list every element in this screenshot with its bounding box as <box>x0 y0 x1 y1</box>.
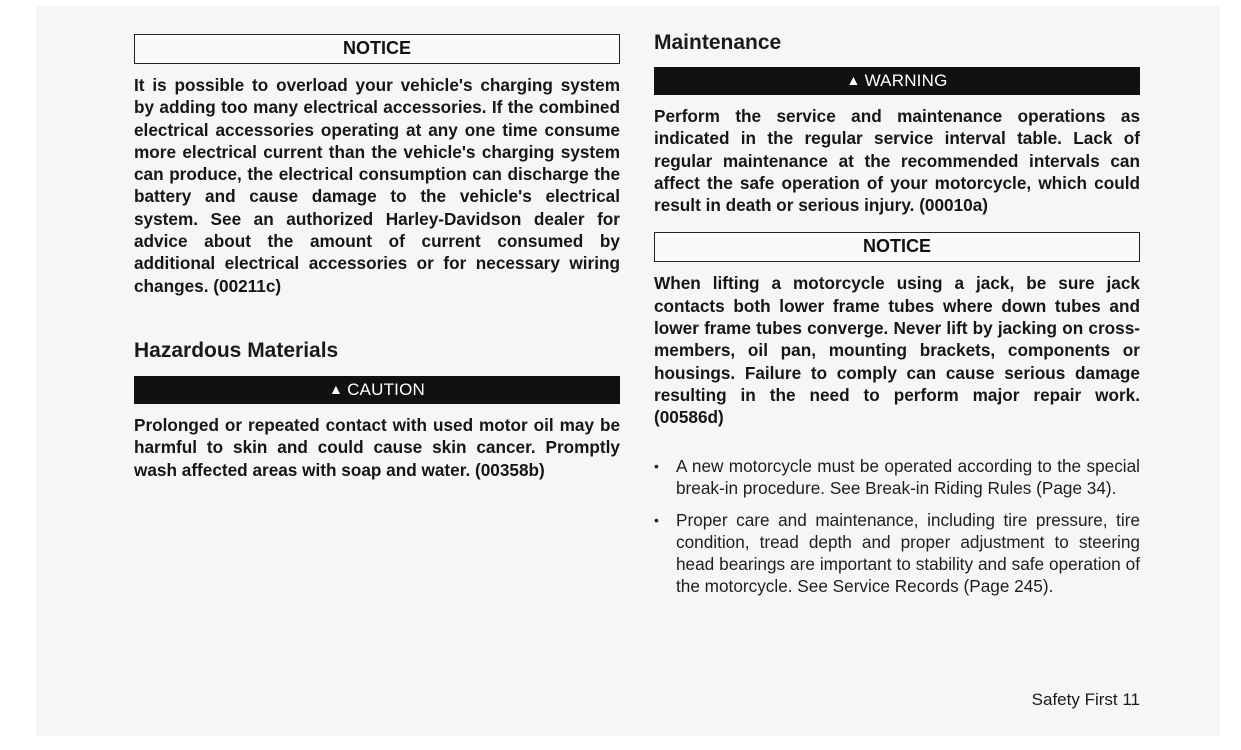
notice-header: NOTICE <box>654 232 1140 262</box>
notice-text: When lifting a motorcycle using a jack, be sure jack contacts both lower frame tubes where down tubes and lower frame tubes converge. Never lift by jacking on cross-members, oil pan, mounting brackets, components or housings. Failure to comply can cause serious damage resulting in the need to perform major repair work. (00586d) <box>654 273 1140 428</box>
caution-label: CAUTION <box>347 379 425 399</box>
bullet-dot-icon: • <box>654 457 659 474</box>
section-heading-hazardous-materials: Hazardous Materials <box>134 338 339 362</box>
warning-banner <box>654 67 1140 95</box>
left-column <box>134 34 620 481</box>
bullet-dot-icon: • <box>654 511 659 528</box>
list-item-text: A new motorcycle must be operated according to the special break-in procedure. See Break-in Riding Rules (Page 34). <box>676 455 1140 498</box>
notice-text: It is possible to overload your vehicle's charging system by adding too many electrical accessories. If the combined electrical accessories operating at any one time consume more electrical current than the vehicle's charging system can produce, the electrical consumption can discharge the battery and cause damage to the vehicle's electrical system. See an authorized Harley-Davidson dealer for advice about the amount of current consumed by additional electrical accessories or for necessary wiring changes. (00211c) <box>134 75 620 296</box>
list-item-text: Proper care and maintenance, including tire pressure, tire condition, tread depth and proper adjustment to steering head bearings are important to stability and safe operation of the motorcycle. See Service Records (Page 245). <box>676 509 1140 596</box>
right-column <box>654 30 1140 597</box>
list-item <box>654 455 1140 499</box>
section-heading-maintenance: Maintenance <box>654 31 782 54</box>
caution-text: Prolonged or repeated contact with used motor oil may be harmful to skin and could cause skin cancer. Promptly wash affected areas with soap and water. (00358b) <box>134 414 620 480</box>
page-footer: Safety First 11 <box>1031 690 1140 709</box>
notice-header: NOTICE <box>134 34 620 64</box>
maintenance-bullet-list <box>654 455 1140 597</box>
list-item <box>654 509 1140 597</box>
warning-label: WARNING <box>864 71 948 90</box>
caution-banner <box>134 376 620 404</box>
warning-text: Perform the service and maintenance operations as indicated in the regular service interval table. Lack of regular maintenance at the recommended intervals can affect the safe operation of your motorcycle, which could result in death or serious injury. (00010a) <box>654 106 1140 216</box>
warning-triangle-icon: ▲ <box>329 380 344 397</box>
warning-triangle-icon: ▲ <box>846 72 861 88</box>
